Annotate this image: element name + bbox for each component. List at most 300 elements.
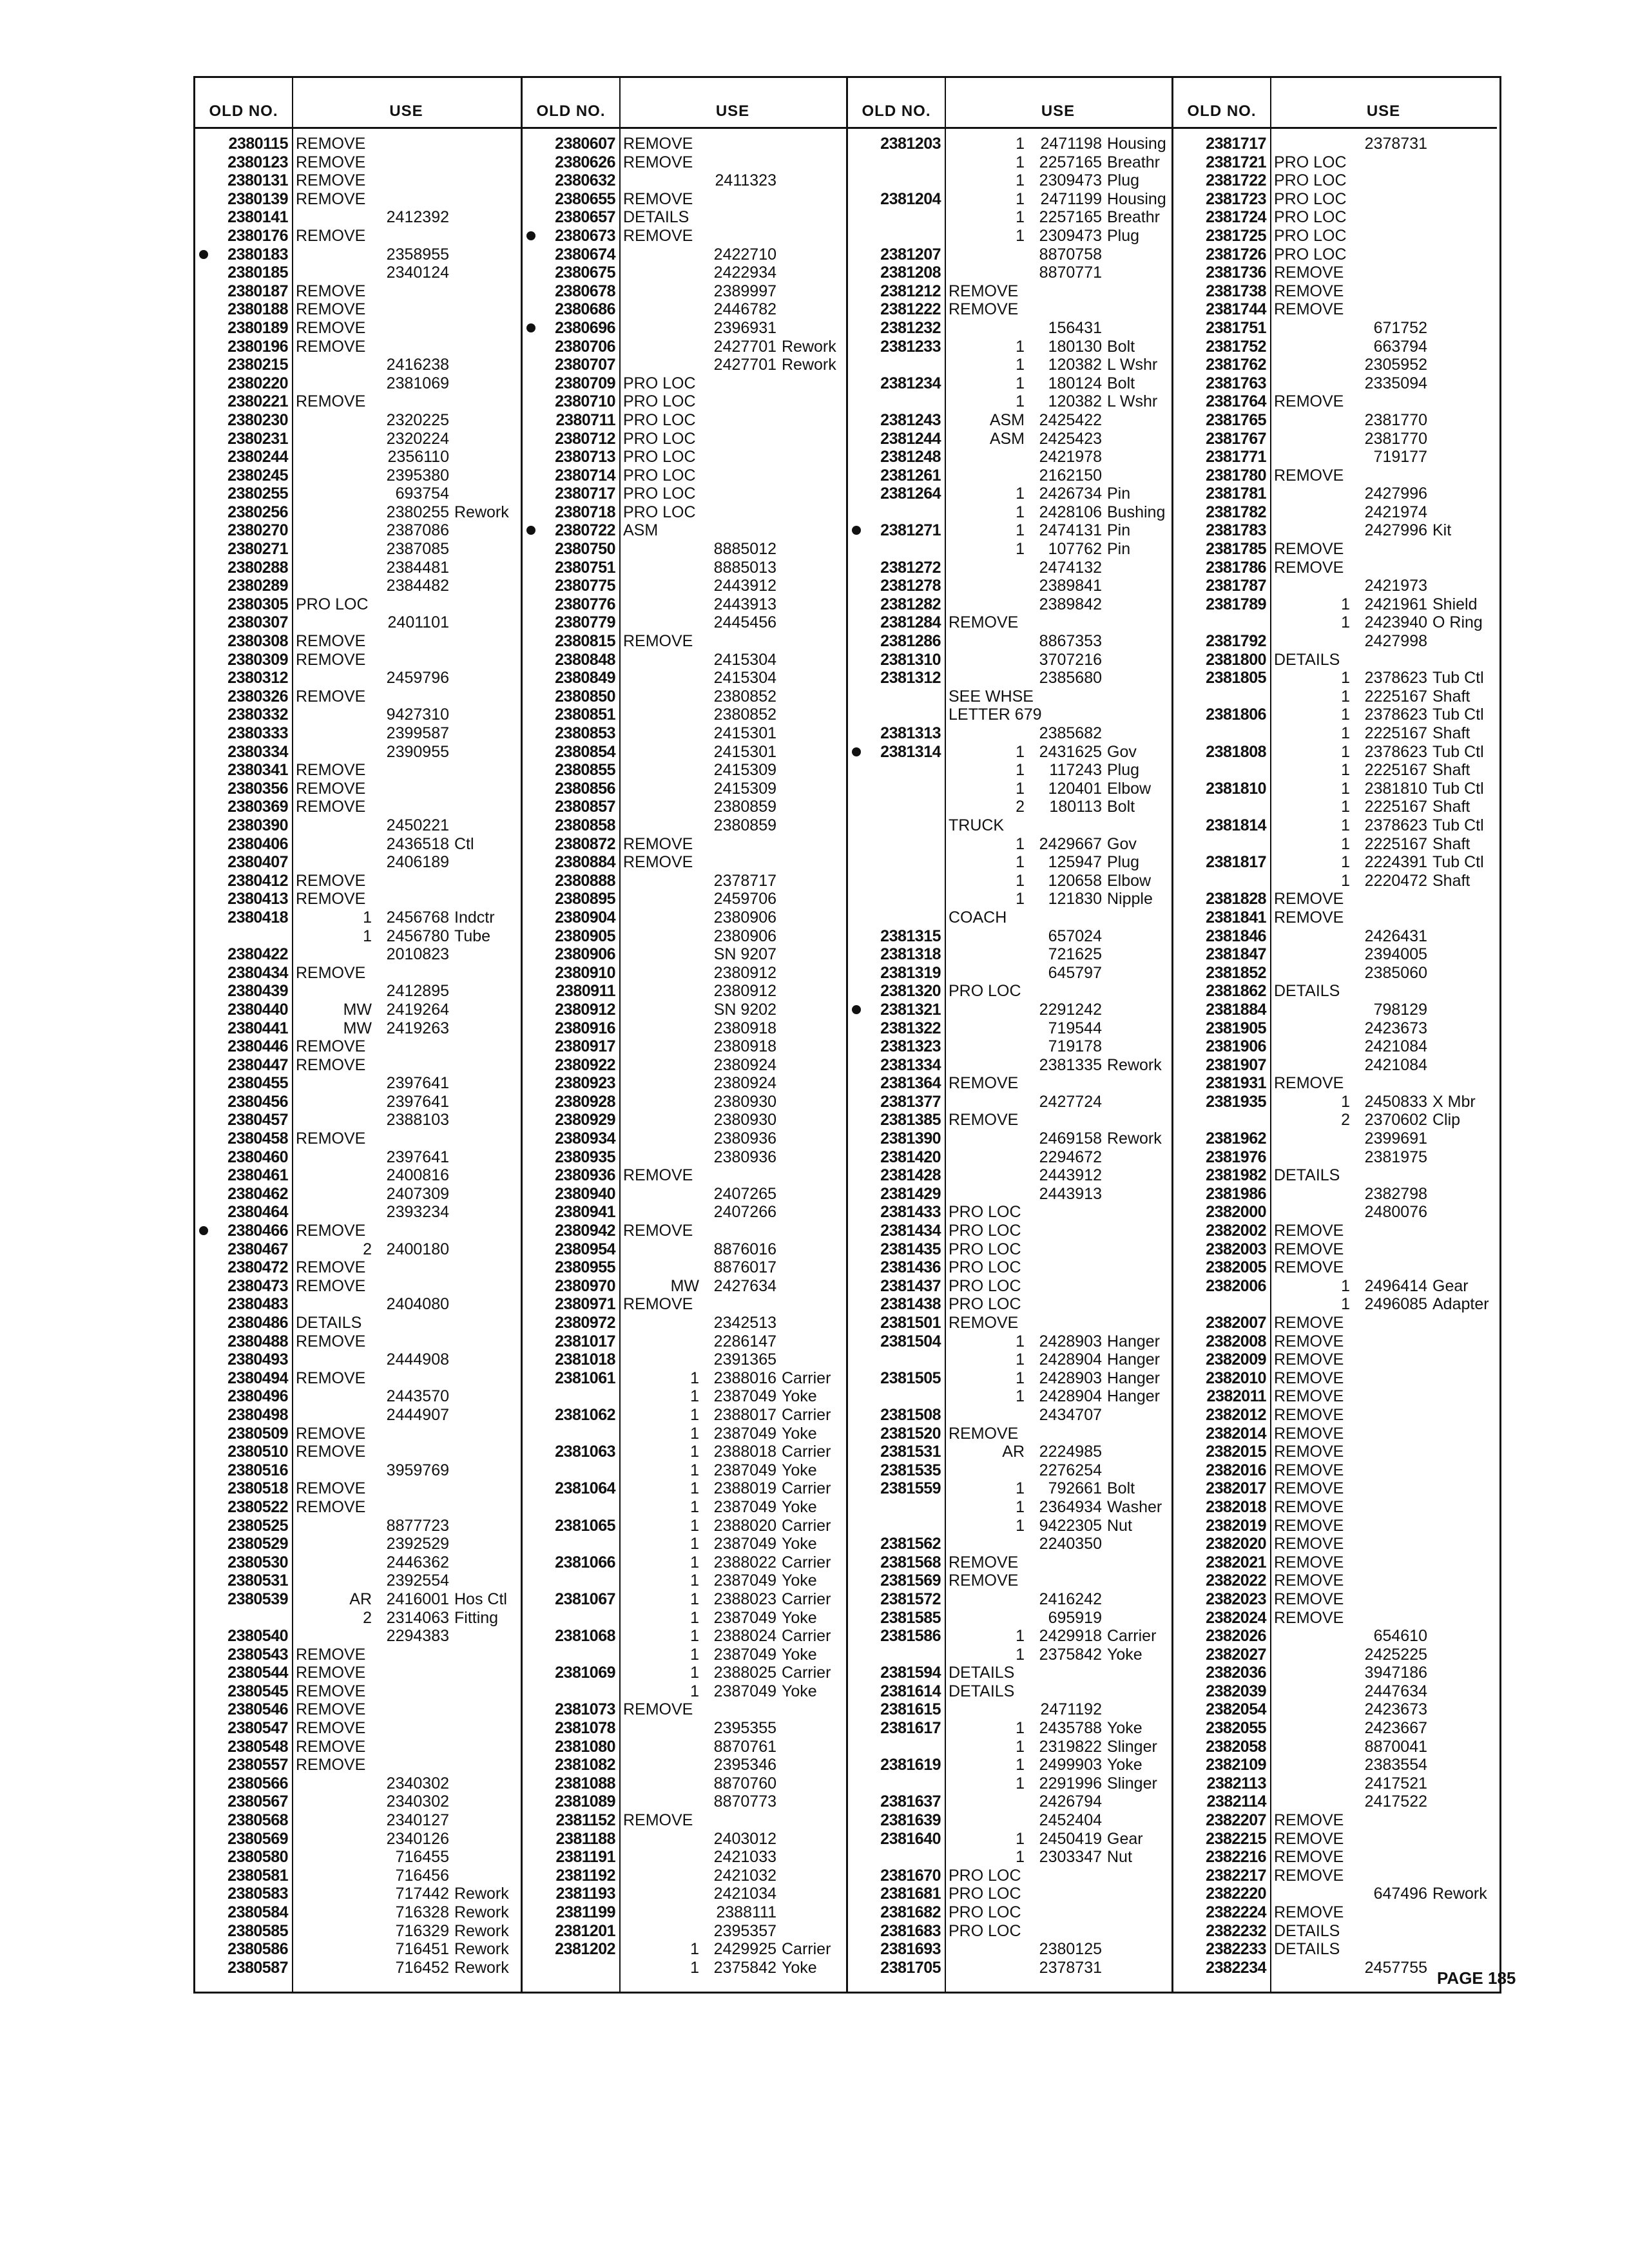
old-number: 2381312 <box>880 669 941 687</box>
old-number: 2380483 <box>227 1295 288 1314</box>
action-text: REMOVE <box>623 226 693 245</box>
old-number: 2380530 <box>227 1553 288 1571</box>
action-text: REMOVE <box>1274 1829 1344 1848</box>
part-description: Ctl <box>454 834 474 853</box>
table-row <box>848 338 1171 356</box>
new-part-number: 2378731 <box>1039 1958 1102 1977</box>
old-number: 2381764 <box>1206 392 1266 411</box>
action-text: PRO LOC <box>623 374 696 392</box>
table-row <box>1173 945 1497 964</box>
old-number: 2382012 <box>1206 1405 1266 1424</box>
new-part-number: 2443570 <box>386 1387 449 1406</box>
old-number: 2380940 <box>555 1184 615 1203</box>
quantity: 1 <box>690 1387 699 1406</box>
new-part-number: 2380936 <box>713 1148 776 1166</box>
old-number: 2380941 <box>555 1203 615 1222</box>
table-row <box>1173 669 1497 687</box>
action-text: REMOVE <box>949 1314 1019 1332</box>
old-number: 2381986 <box>1206 1184 1266 1203</box>
old-number: 2380341 <box>227 761 288 780</box>
new-part-number: 2380852 <box>713 706 776 724</box>
old-number: 2381018 <box>555 1350 615 1369</box>
quantity: 1 <box>690 1645 699 1664</box>
new-part-number: 717442 <box>395 1885 449 1903</box>
quantity: 1 <box>1016 1848 1025 1867</box>
action-text: REMOVE <box>949 1424 1019 1443</box>
new-part-number: 792661 <box>1048 1479 1102 1498</box>
part-description: Gear <box>1432 1276 1469 1295</box>
old-number: 2380188 <box>227 300 288 319</box>
part-description: Elbow <box>1107 871 1152 890</box>
old-number: 2382010 <box>1206 1369 1266 1387</box>
part-description: Yoke <box>1107 1645 1142 1664</box>
action-text: PRO LOC <box>1274 189 1347 208</box>
new-part-number: 2387086 <box>386 521 449 540</box>
new-part-number: 2380912 <box>713 982 776 1001</box>
action-text: REMOVE <box>296 1055 366 1074</box>
old-number: 2381068 <box>555 1627 615 1646</box>
table-row <box>848 411 1171 430</box>
new-part-number: 2381069 <box>386 374 449 392</box>
new-part-number: 2399587 <box>386 724 449 742</box>
action-text: DETAILS <box>1274 982 1340 1001</box>
old-number: 2380406 <box>227 834 288 853</box>
table-row <box>848 1461 1171 1480</box>
new-part-number: 2415301 <box>713 742 776 761</box>
new-part-number: 2309473 <box>1039 171 1102 190</box>
old-number: 2382014 <box>1206 1424 1266 1443</box>
table-row <box>523 319 846 338</box>
new-part-number: 2400816 <box>386 1166 449 1185</box>
action-text: REMOVE <box>296 392 366 411</box>
old-number: 2381248 <box>880 448 941 466</box>
part-description: Yoke <box>782 1608 817 1627</box>
table-row <box>523 964 846 983</box>
old-number: 2380407 <box>227 853 288 872</box>
column-header <box>848 78 1171 129</box>
new-part-number: 2456768 <box>386 908 449 927</box>
part-description: Tub Ctl <box>1432 816 1484 834</box>
part-description: Nut <box>1107 1848 1132 1867</box>
new-part-number: 2450833 <box>1364 1092 1427 1111</box>
new-part-number: 2240350 <box>1039 1535 1102 1553</box>
action-text: REMOVE <box>296 1700 366 1719</box>
old-number: 2380713 <box>555 448 615 466</box>
table-row <box>523 577 846 595</box>
table-row <box>523 1350 846 1369</box>
table-row <box>1173 1498 1497 1517</box>
table-row <box>1173 338 1497 356</box>
action-text: PRO LOC <box>949 1222 1021 1240</box>
old-number: 2381586 <box>880 1627 941 1646</box>
quantity: 1 <box>1016 356 1025 374</box>
old-number: 2381520 <box>880 1424 941 1443</box>
table-row <box>523 1369 846 1388</box>
action-text: PRO LOC <box>949 982 1021 1001</box>
table-row <box>195 1848 521 1867</box>
table-row <box>523 245 846 264</box>
quantity: 1 <box>1016 171 1025 190</box>
part-description: Bolt <box>1107 798 1135 816</box>
table-row <box>523 1646 846 1664</box>
action-text: REMOVE <box>623 189 693 208</box>
quantity: 1 <box>1341 706 1350 724</box>
table-row <box>1173 1056 1497 1075</box>
part-description: Nipple <box>1107 890 1153 908</box>
part-description: Tub Ctl <box>1432 706 1484 724</box>
new-part-number: 8870761 <box>713 1737 776 1756</box>
old-number: 2382006 <box>1206 1276 1266 1295</box>
old-number: 2380486 <box>227 1314 288 1332</box>
table-row <box>848 1111 1171 1129</box>
old-number: 2381808 <box>1206 742 1266 761</box>
old-number: 2381234 <box>880 374 941 392</box>
old-number: 2381723 <box>1206 189 1266 208</box>
new-part-number: 2303347 <box>1039 1848 1102 1867</box>
old-number: 2381192 <box>555 1866 615 1885</box>
part-description: Gov <box>1107 742 1137 761</box>
old-number: 2380390 <box>227 816 288 834</box>
table-row <box>195 651 521 669</box>
old-number: 2380498 <box>227 1405 288 1424</box>
new-part-number: 2425422 <box>1039 410 1102 429</box>
old-number: 2380850 <box>555 687 615 706</box>
old-number: 2380525 <box>227 1516 288 1535</box>
table-row <box>1173 1425 1497 1443</box>
table-row <box>848 1609 1171 1628</box>
new-part-number: 125947 <box>1048 853 1102 872</box>
table-row <box>1173 1185 1497 1204</box>
old-number: 2380472 <box>227 1258 288 1277</box>
old-number: 2381569 <box>880 1571 941 1590</box>
action-text: REMOVE <box>296 189 366 208</box>
old-number: 2381069 <box>555 1664 615 1682</box>
table-row <box>195 1203 521 1222</box>
old-number: 2381722 <box>1206 171 1266 190</box>
old-number: 2382024 <box>1206 1608 1266 1627</box>
table-row <box>523 669 846 687</box>
table-row <box>195 356 521 374</box>
table-row <box>195 1037 521 1056</box>
old-number: 2381785 <box>1206 540 1266 559</box>
old-number: 2380712 <box>555 429 615 448</box>
old-number: 2380305 <box>227 595 288 613</box>
old-number: 2381420 <box>880 1148 941 1166</box>
table-row <box>195 577 521 595</box>
new-part-number: 2434707 <box>1039 1405 1102 1424</box>
old-number: 2380884 <box>555 853 615 872</box>
quantity: MW <box>670 1276 699 1295</box>
quantity: 1 <box>1016 1497 1025 1516</box>
table-row <box>1173 632 1497 651</box>
old-number: 2380312 <box>227 669 288 687</box>
table-row <box>1173 1738 1497 1756</box>
table-row <box>1173 1111 1497 1129</box>
new-part-number: 2294672 <box>1039 1148 1102 1166</box>
action-text: REMOVE <box>296 687 366 706</box>
new-part-number: 2404080 <box>386 1295 449 1314</box>
action-text: REMOVE <box>1274 1608 1344 1627</box>
old-number: 2381585 <box>880 1608 941 1627</box>
table-row <box>1173 1461 1497 1480</box>
table-row <box>523 872 846 890</box>
old-number: 2381321 <box>880 1000 941 1019</box>
table-row <box>523 945 846 964</box>
new-part-number: 2415309 <box>713 761 776 780</box>
table-row <box>848 503 1171 522</box>
new-part-number: 2385680 <box>1039 669 1102 687</box>
old-number: 2380706 <box>555 337 615 356</box>
new-part-number: 2381975 <box>1364 1148 1427 1166</box>
table-row <box>523 1129 846 1148</box>
old-number: 2382217 <box>1206 1866 1266 1885</box>
old-number: 2381806 <box>1206 706 1266 724</box>
old-number: 2380185 <box>227 264 288 282</box>
new-part-number: 2387085 <box>386 540 449 559</box>
column-header <box>523 78 846 129</box>
quantity: 1 <box>1016 1829 1025 1848</box>
part-description: Washer <box>1107 1497 1162 1516</box>
table-row <box>1173 1406 1497 1425</box>
old-number: 2380441 <box>227 1019 288 1037</box>
new-part-number: 2407266 <box>713 1203 776 1222</box>
old-number: 2380332 <box>227 706 288 724</box>
table-row <box>523 559 846 577</box>
action-text: REMOVE <box>1274 1443 1344 1461</box>
new-part-number: 2469158 <box>1039 1129 1102 1148</box>
part-description: Rework <box>782 356 836 374</box>
table-row <box>1173 392 1497 411</box>
new-part-number: 2381770 <box>1364 410 1427 429</box>
old-number: 2380493 <box>227 1350 288 1369</box>
old-number: 2381594 <box>880 1664 941 1682</box>
new-part-number: 2388022 <box>713 1553 776 1571</box>
old-number: 2381188 <box>555 1829 615 1848</box>
old-number: 2381193 <box>555 1885 615 1903</box>
new-part-number: 121830 <box>1048 890 1102 908</box>
old-number: 2380718 <box>555 503 615 521</box>
quantity: 1 <box>1016 1350 1025 1369</box>
old-number: 2381800 <box>1206 650 1266 669</box>
table-row <box>848 724 1171 743</box>
table-row <box>523 392 846 411</box>
new-part-number: 2364934 <box>1039 1497 1102 1516</box>
new-part-number: 2429918 <box>1039 1627 1102 1646</box>
new-part-number: 8885013 <box>713 558 776 577</box>
old-number: 2381670 <box>880 1866 941 1885</box>
new-part-number: 2423673 <box>1364 1019 1427 1037</box>
part-description: Pin <box>1107 540 1131 559</box>
old-number: 2380779 <box>555 613 615 632</box>
old-number: 2380244 <box>227 448 288 466</box>
old-number: 2381261 <box>880 466 941 485</box>
table-row <box>195 1756 521 1774</box>
new-part-number: 2459796 <box>386 669 449 687</box>
old-number: 2381726 <box>1206 245 1266 264</box>
action-text: PRO LOC <box>1274 245 1347 264</box>
table-row <box>195 559 521 577</box>
old-number: 2380456 <box>227 1092 288 1111</box>
table-row <box>523 1774 846 1793</box>
new-part-number: 2395346 <box>713 1756 776 1774</box>
table-row <box>523 1756 846 1774</box>
quantity: 1 <box>690 1608 699 1627</box>
new-part-number: 156431 <box>1048 318 1102 337</box>
table-row <box>523 1277 846 1296</box>
table-row <box>195 1258 521 1277</box>
new-part-number: 9427310 <box>386 706 449 724</box>
old-number: 2381786 <box>1206 558 1266 577</box>
old-number: 2380189 <box>227 318 288 337</box>
new-part-number: 2415304 <box>713 669 776 687</box>
table-row <box>848 1700 1171 1719</box>
table-row <box>1173 319 1497 338</box>
table-row <box>1173 300 1497 319</box>
old-number: 2381738 <box>1206 282 1266 300</box>
table-row <box>195 1222 521 1240</box>
action-text: PRO LOC <box>623 448 696 466</box>
table-row <box>1173 1664 1497 1682</box>
quantity: MW <box>343 1000 372 1019</box>
old-number: 2381814 <box>1206 816 1266 834</box>
table-row <box>1173 1093 1497 1111</box>
old-number: 2381222 <box>880 300 941 319</box>
part-description: Rework <box>1432 1885 1487 1903</box>
new-part-number: 2396931 <box>713 318 776 337</box>
table-row <box>523 1037 846 1056</box>
part-description: Yoke <box>782 1461 817 1479</box>
new-part-number: 2443912 <box>713 577 776 595</box>
action-text: REMOVE <box>949 1571 1019 1590</box>
old-number: 2382021 <box>1206 1553 1266 1571</box>
table-row <box>195 485 521 503</box>
old-number: 2380509 <box>227 1424 288 1443</box>
action-text: TRUCK <box>949 816 1005 834</box>
part-description: Housing <box>1107 135 1166 153</box>
new-part-number: 2397641 <box>386 1074 449 1093</box>
table-row <box>523 1535 846 1553</box>
table-row <box>195 1719 521 1738</box>
table-row <box>848 190 1171 209</box>
old-number: 2380460 <box>227 1148 288 1166</box>
old-number: 2380256 <box>227 503 288 521</box>
new-part-number: 2416242 <box>1039 1590 1102 1608</box>
old-number: 2381191 <box>555 1848 615 1867</box>
part-description: Rework <box>1107 1055 1162 1074</box>
table-row <box>848 521 1171 540</box>
new-part-number: 2388111 <box>716 1903 776 1921</box>
action-text: ASM <box>623 521 659 540</box>
new-part-number: 2387049 <box>713 1535 776 1553</box>
table-row <box>848 1738 1171 1756</box>
table-row <box>848 1664 1171 1682</box>
old-number: 2381073 <box>555 1700 615 1719</box>
table-row <box>848 208 1171 227</box>
old-number: 2381562 <box>880 1535 941 1553</box>
new-part-number: 2387049 <box>713 1424 776 1443</box>
table-row <box>195 724 521 743</box>
new-part-number: 2403012 <box>713 1829 776 1848</box>
table-column <box>521 78 846 1992</box>
quantity: 1 <box>690 1516 699 1535</box>
part-description: Kit <box>1432 521 1452 540</box>
table-row <box>523 135 846 153</box>
old-number: 2380369 <box>227 798 288 816</box>
old-number: 2380674 <box>555 245 615 264</box>
table-row <box>1173 1867 1497 1885</box>
old-number: 2381615 <box>880 1700 941 1719</box>
new-part-number: 2162150 <box>1039 466 1102 485</box>
new-part-number: 2380936 <box>713 1129 776 1148</box>
quantity: 1 <box>1341 1295 1350 1314</box>
old-number: 2382018 <box>1206 1497 1266 1516</box>
old-number: 2380544 <box>227 1664 288 1682</box>
table-row <box>848 1425 1171 1443</box>
quantity: 1 <box>1016 189 1025 208</box>
table-row <box>848 1240 1171 1259</box>
row-list <box>1173 135 1497 1977</box>
quantity: AR <box>349 1590 372 1608</box>
quantity: 1 <box>690 1369 699 1387</box>
table-row <box>1173 1203 1497 1222</box>
table-row <box>523 1203 846 1222</box>
use-header: USE <box>1366 102 1401 120</box>
action-text: REMOVE <box>296 282 366 300</box>
use-header: USE <box>389 102 423 120</box>
table-row <box>195 687 521 706</box>
table-row <box>848 1590 1171 1609</box>
quantity: 1 <box>1341 742 1350 761</box>
table-row <box>848 245 1171 264</box>
part-description: Pin <box>1107 521 1131 540</box>
action-text: REMOVE <box>1274 1461 1344 1479</box>
new-part-number: 2444907 <box>386 1405 449 1424</box>
table-row <box>523 687 846 706</box>
action-text: REMOVE <box>296 300 366 319</box>
table-row <box>848 1848 1171 1867</box>
new-part-number: 2446362 <box>386 1553 449 1571</box>
old-number: 2380461 <box>227 1166 288 1185</box>
action-text: REMOVE <box>296 1332 366 1350</box>
table-row <box>1173 798 1497 816</box>
new-part-number: 2496085 <box>1364 1295 1427 1314</box>
new-part-number: 2387049 <box>713 1608 776 1627</box>
table-row <box>523 1387 846 1406</box>
old-number: 2381066 <box>555 1553 615 1571</box>
old-number: 2380673 <box>555 226 615 245</box>
action-text: REMOVE <box>296 135 366 153</box>
new-part-number: 2421978 <box>1039 448 1102 466</box>
table-row <box>848 540 1171 559</box>
table-row <box>1173 503 1497 522</box>
new-part-number: 2427996 <box>1364 485 1427 503</box>
new-part-number: 2400180 <box>386 1240 449 1258</box>
table-row <box>848 595 1171 614</box>
old-number: 2381752 <box>1206 337 1266 356</box>
old-number: 2381783 <box>1206 521 1266 540</box>
old-number: 2380856 <box>555 779 615 798</box>
part-description: Pin <box>1107 485 1131 503</box>
table-row <box>848 282 1171 301</box>
table-row <box>848 651 1171 669</box>
old-number: 2380710 <box>555 392 615 411</box>
table-row <box>523 1738 846 1756</box>
table-row <box>1173 651 1497 669</box>
table-row <box>523 761 846 780</box>
old-number: 2380775 <box>555 577 615 595</box>
table-row <box>1173 687 1497 706</box>
new-part-number: 2474131 <box>1039 521 1102 540</box>
